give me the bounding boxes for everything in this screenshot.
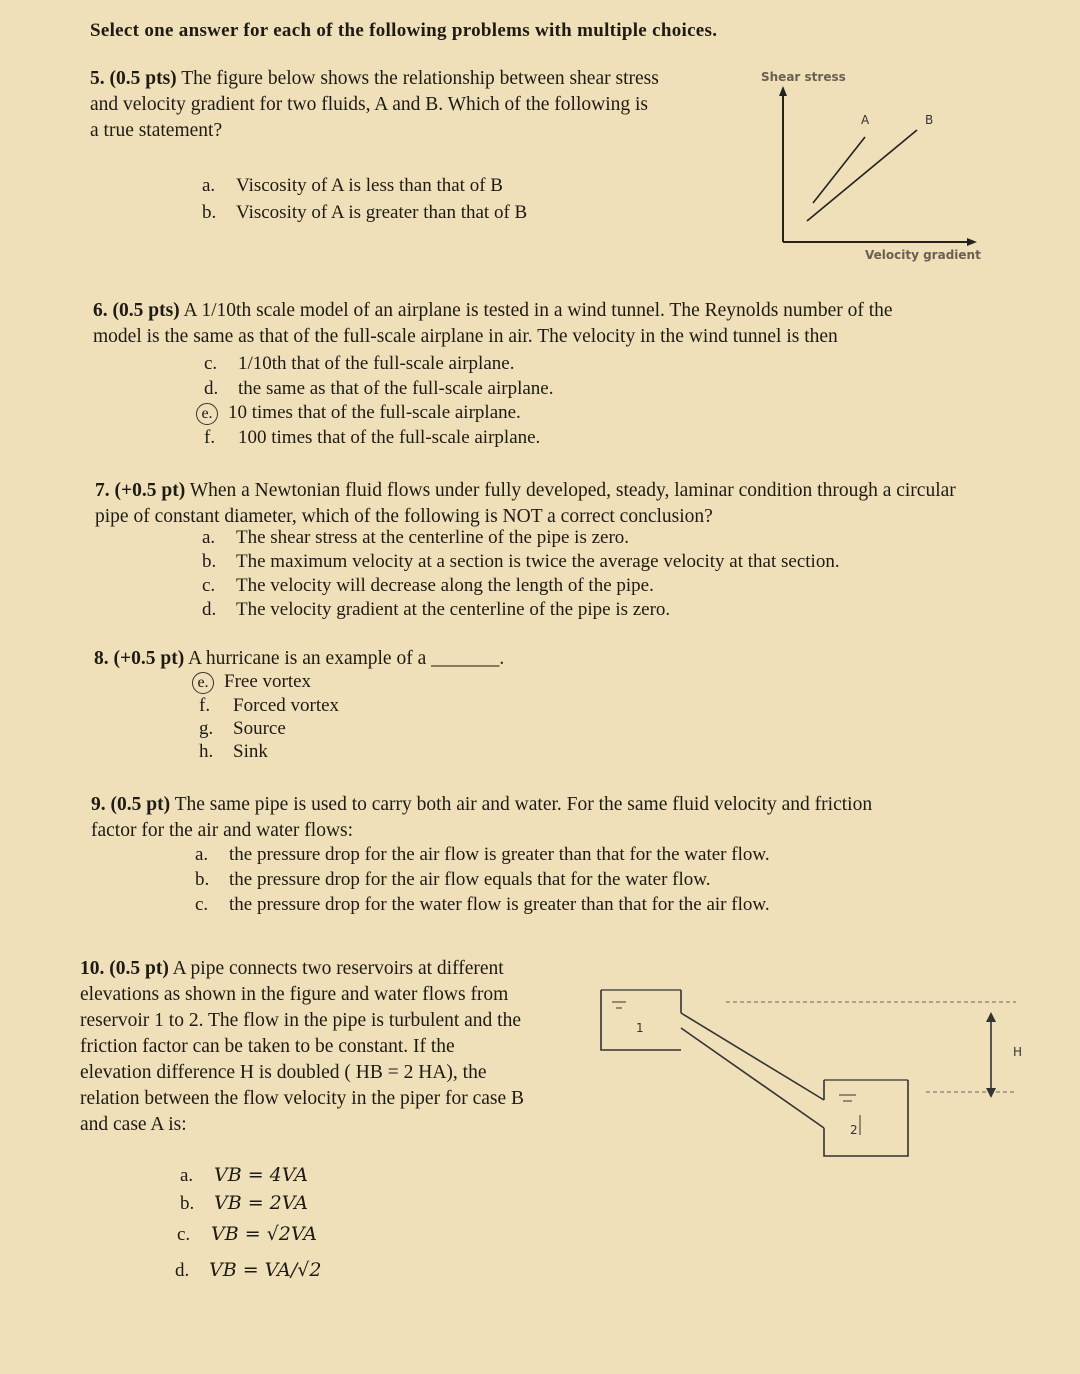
question-10-text-line4: friction factor can be taken to be constant. If the [80,1036,455,1057]
option-letter: g. [199,718,214,739]
question-7-text-line2: pipe of constant diameter, which of the following is NOT a correct conclusion? [95,506,713,527]
question-5-option-a[interactable] [202,174,503,198]
question-6-option-f[interactable] [204,426,540,450]
option-letter: f. [204,427,216,448]
option-text: the pressure drop for the water flow is greater than that for the air flow. [229,894,770,915]
question-9-option-c[interactable] [195,893,770,917]
y-axis-arrow-icon [779,86,787,96]
question-6-text-line1: A 1/10th scale model of an airplane is tested in a wind tunnel. The Reynolds number of the [183,300,893,321]
line-b-label: B [925,113,934,127]
option-text: Sink [233,741,268,762]
question-9-option-a[interactable] [195,843,770,867]
selected-answer-circle: e. [192,672,214,694]
option-text: The shear stress at the centerline of the pipe is zero. [236,527,630,548]
option-letter: c. [202,575,216,596]
option-letter: d. [204,378,219,399]
line-a [813,137,865,203]
option-letter: h. [199,741,214,762]
question-7 [95,478,1055,530]
question-6 [93,298,1053,350]
question-8-option-h[interactable] [199,740,268,764]
arrow-up-icon [986,1012,996,1022]
question-10-text-line5: elevation difference H is doubled ( HB = 2 HA), the [80,1062,487,1083]
question-8-option-f[interactable] [199,694,339,718]
option-formula: VB = √2VA [211,1223,318,1245]
question-8 [94,646,694,672]
option-letter: b. [202,551,217,572]
option-text: The velocity gradient at the centerline of the pipe is zero. [236,599,671,620]
option-text: 1/10th that of the full-scale airplane. [238,353,515,374]
question-8-text-line1: A hurricane is an example of a _______. [188,648,505,669]
question-7-option-a[interactable] [202,526,629,550]
option-letter: a. [202,175,216,196]
question-5-text-line3: a true statement? [90,120,223,141]
option-text: 10 times that of the full-scale airplane. [228,402,521,423]
question-8-number: 8. (+0.5 pt) [94,648,185,669]
line-a-label: A [861,113,870,127]
question-6-text-line2: model is the same as that of the full-scale airplane in air. The velocity in the wind tunnel is then [93,326,838,347]
question-9-text-line2: factor for the air and water flows: [91,820,354,841]
option-letter: c. [177,1224,191,1245]
option-letter: b. [180,1193,195,1214]
question-9-option-b[interactable] [195,868,711,892]
option-letter: c. [195,894,209,915]
option-text: 100 times that of the full-scale airplane. [238,427,541,448]
option-text: Forced vortex [233,695,340,716]
option-formula: VB = VA/√2 [209,1259,322,1281]
option-text: Viscosity of A is less than that of B [236,175,503,196]
question-10-text-line7: and case A is: [80,1114,187,1135]
height-label: H [1013,1045,1023,1059]
option-letter: a. [195,844,209,865]
question-7-option-c[interactable] [202,574,654,598]
question-6-number: 6. (0.5 pts) [93,300,180,321]
option-text: the pressure drop for the air flow equals that for the water flow. [229,869,711,890]
x-axis-label: Velocity gradient [865,248,981,262]
question-9-text-line1: The same pipe is used to carry both air and water. For the same fluid velocity and friction [174,794,873,815]
question-10-option-c[interactable] [177,1222,317,1247]
question-6-option-e-selected[interactable] [200,401,521,425]
option-letter: a. [202,527,216,548]
instructions-heading: Select one answer for each of the following problems with multiple choices. [90,20,718,41]
question-10-number: 10. (0.5 pt) [80,958,169,979]
arrow-down-icon [986,1088,996,1098]
option-formula: VB = 4VA [214,1164,308,1186]
question-6-option-c[interactable] [204,352,514,376]
option-text: Viscosity of A is greater than that of B [236,202,528,223]
question-5-text-line1: The figure below shows the relationship between shear stress [181,68,659,89]
option-letter: c. [204,353,218,374]
reservoir-figure [596,980,1036,1165]
question-10-text-line2: elevations as shown in the figure and water flows from [80,984,509,1005]
option-text: Free vortex [224,671,312,692]
question-5 [90,66,750,144]
question-7-text-line1: When a Newtonian fluid flows under fully developed, steady, laminar condition through a circular [189,480,956,501]
question-8-option-e-selected[interactable] [196,670,311,694]
option-text: The velocity will decrease along the length of the pipe. [236,575,654,596]
question-10-option-b[interactable] [180,1191,308,1216]
question-10-text-line1: A pipe connects two reservoirs at different [172,958,504,979]
question-10-option-d[interactable] [175,1258,321,1283]
question-5-option-b[interactable] [202,201,527,225]
question-10 [80,956,590,1138]
option-text: Source [233,718,286,739]
reservoir-1-label: 1 [636,1021,644,1035]
question-10-text-line6: relation between the flow velocity in the piper for case B [80,1088,525,1109]
line-b [807,130,917,221]
question-7-option-d[interactable] [202,598,670,622]
option-letter: b. [202,202,217,223]
question-5-text-line2: and velocity gradient for two fluids, A and B. Which of the following is [90,94,649,115]
pipe-upper-wall [681,1013,824,1100]
shear-stress-figure [755,66,1015,266]
question-6-option-d[interactable] [204,377,553,401]
selected-answer-circle: e. [196,403,218,425]
pipe-lower-wall [681,1028,824,1128]
reservoir-2-label: 2 [850,1123,858,1137]
option-formula: VB = 2VA [214,1192,308,1214]
option-letter: f. [199,695,211,716]
question-9 [91,792,1061,844]
question-5-number: 5. (0.5 pts) [90,68,177,89]
option-text: the same as that of the full-scale airplane. [238,378,554,399]
x-axis-arrow-icon [967,238,977,246]
option-letter: d. [202,599,217,620]
question-9-number: 9. (0.5 pt) [91,794,171,815]
question-7-number: 7. (+0.5 pt) [95,480,186,501]
option-text: the pressure drop for the air flow is greater than that for the water flow. [229,844,770,865]
option-text: The maximum velocity at a section is twice the average velocity at that section. [236,551,840,572]
question-7-option-b[interactable] [202,550,840,574]
option-letter: d. [175,1260,190,1281]
y-axis-label: Shear stress [761,70,846,84]
question-10-text-line3: reservoir 1 to 2. The flow in the pipe is turbulent and the [80,1010,521,1031]
question-10-option-a[interactable] [180,1163,308,1188]
option-letter: b. [195,869,210,890]
question-8-option-g[interactable] [199,717,286,741]
option-letter: a. [180,1165,194,1186]
